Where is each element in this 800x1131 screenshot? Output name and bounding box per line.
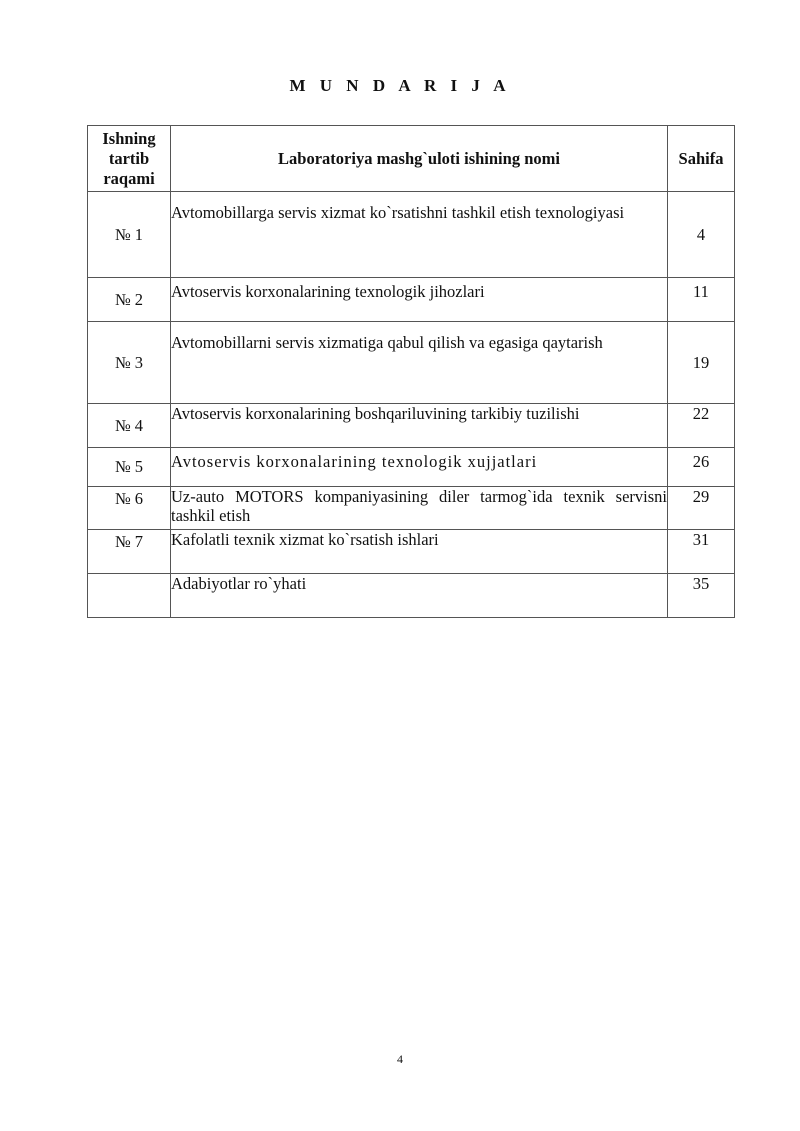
row-title: Avtomobillarni servis xizmatiga qabul qilish va egasiga qaytarish (171, 322, 668, 404)
table-of-contents (87, 125, 735, 618)
row-number (88, 574, 171, 618)
row-page: 35 (668, 574, 735, 618)
row-title: Adabiyotlar ro`yhati (171, 574, 668, 618)
row-page: 4 (668, 192, 735, 278)
row-number: № 4 (88, 404, 171, 448)
table-header-row (88, 126, 735, 192)
row-number: № 5 (88, 448, 171, 487)
table-row (88, 192, 735, 278)
table-row (88, 530, 735, 574)
header-number-line-2: tartib (108, 148, 150, 168)
row-title: Avtoservis korxonalarining texnologik jihozlari (171, 278, 668, 322)
table-row (88, 404, 735, 448)
page-number: 4 (397, 1052, 403, 1066)
header-name: Laboratoriya mashg`uloti ishining nomi (171, 126, 668, 192)
table-row (88, 487, 735, 530)
header-number (88, 126, 171, 192)
row-page: 19 (668, 322, 735, 404)
row-number: № 7 (88, 530, 171, 574)
header-number-line-1: Ishning (102, 128, 156, 148)
table-row (88, 278, 735, 322)
page-title: M U N D A R I J A (289, 76, 511, 95)
row-title: Avtoservis korxonalarining texnologik xujjatlari (171, 448, 668, 487)
row-page: 26 (668, 448, 735, 487)
row-number: № 2 (88, 278, 171, 322)
row-page: 22 (668, 404, 735, 448)
table-row (88, 322, 735, 404)
header-number-line-3: raqami (103, 168, 155, 188)
row-title: Avtoservis korxonalarining boshqariluvining tarkibiy tuzilishi (171, 404, 668, 448)
table-row (88, 448, 735, 487)
row-page: 31 (668, 530, 735, 574)
row-page: 29 (668, 487, 735, 530)
row-number: № 6 (88, 487, 171, 530)
row-title: Kafolatli texnik xizmat ko`rsatish ishlari (171, 530, 668, 574)
row-page: 11 (668, 278, 735, 322)
header-page: Sahifa (668, 126, 735, 192)
row-number: № 1 (88, 192, 171, 278)
row-title: Avtomobillarga servis xizmat ko`rsatishni tashkil etish texnologiyasi (171, 192, 668, 278)
row-title: Uz-auto MOTORS kompaniyasining diler tarmog`ida texnik servisni tashkil etish (171, 487, 668, 530)
row-number: № 3 (88, 322, 171, 404)
table-row (88, 574, 735, 618)
